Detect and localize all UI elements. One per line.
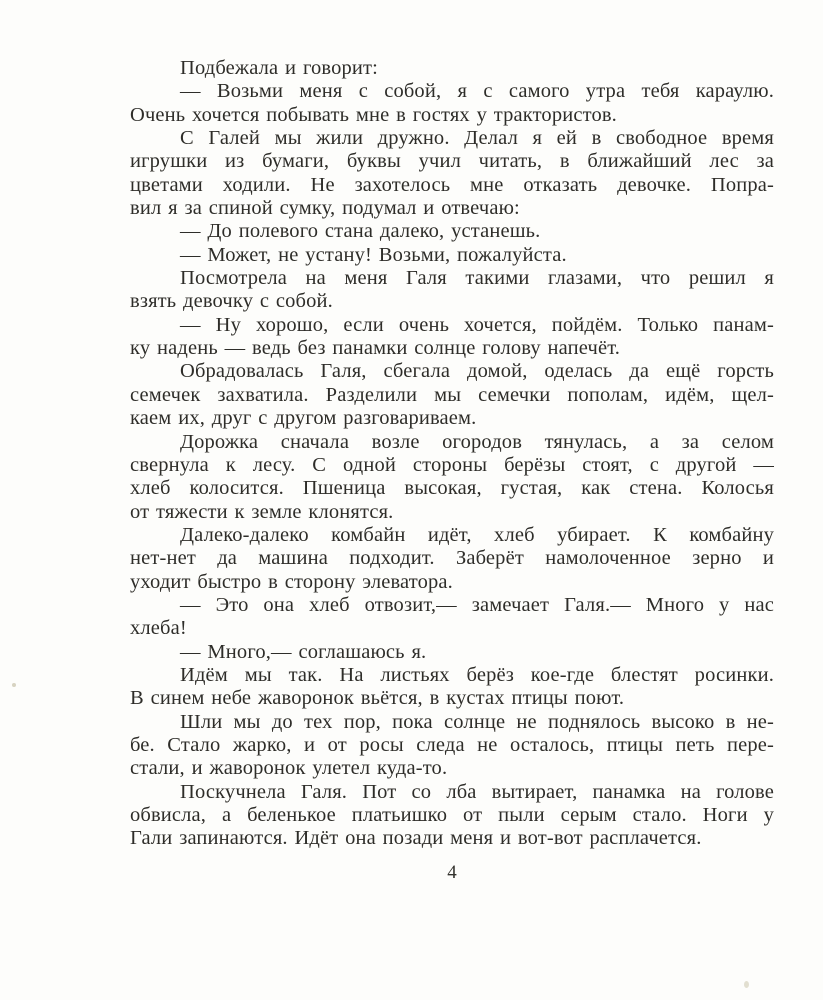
paragraph [130,664,774,711]
page-number: 4 [447,862,457,883]
text-line: Далеко-далеко комбайн идёт, хлеб убирает. К комбайну [180,523,774,546]
text-line: Поскучнела Галя. Пот со лба вытирает, панамка на голове [180,780,774,803]
text-line: — Ну хорошо, если очень хочется, пойдём. Только панам- [180,313,774,336]
text-line: В синем небе жаворонок вьётся, в кустах птицы поют. [130,687,625,710]
paragraph [130,360,774,430]
text-line: Обрадовалась Галя, сбегала домой, оделась да ещё горсть [180,360,774,383]
text-line: от тяжести к земле клонятся. [130,500,394,523]
paragraph [130,431,774,524]
paragraph [130,524,774,594]
paragraph [130,641,774,664]
text-line: каем их, друг с другом разговариваем. [130,407,477,430]
text-line: хлеб колосится. Пшеница высокая, густая, как стена. Колосья [130,477,774,500]
text-line: — Это она хлеб отвозит,— замечает Галя.— Много у нас [180,593,774,616]
text-line: Подбежала и говорит: [180,57,378,79]
paragraph [130,267,774,314]
paragraph [130,594,774,641]
text-line: — Много,— соглашаюсь я. [180,640,427,663]
scan-speck [12,683,16,687]
text-line: нет-нет да машина подходит. Заберёт намолоченное зерно и [130,547,774,570]
text-line: — Может, не устану! Возьми, пожалуйста. [180,243,567,266]
text-line: вил я за спиной сумку, подумал и отвечаю: [130,197,520,220]
paragraph [130,711,774,781]
text-line: Очень хочется побывать мне в гостях у трактористов. [130,103,617,126]
text-line: — До полевого стана далеко, устанешь. [180,220,541,243]
paragraph [130,80,774,127]
text-line: Гали запинаются. Идёт она позади меня и вот-вот расплачется. [130,827,702,850]
text-line: уходит быстро в сторону элеватора. [130,570,453,593]
paragraph [130,127,774,220]
paragraph [130,244,774,267]
text-line: свернула к лесу. С одной стороны берёзы стоят, с другой — [130,453,774,476]
text-line: игрушки из бумаги, буквы учил читать, в ближайший лес за [130,150,774,173]
paragraph [130,220,774,243]
text-line: Шли мы до тех пор, пока солнце не поднялось высоко в не- [180,710,774,733]
text-line: семечек захватила. Разделили мы семечки пополам, идём, щел- [130,383,774,406]
text-line: Дорожка сначала возле огородов тянулась, а за селом [180,430,774,453]
paragraph [130,314,774,361]
text-line: С Галей мы жили дружно. Делал я ей в свободное время [180,127,774,150]
text-block [130,57,774,851]
text-line: взять девочку с собой. [130,290,333,313]
text-line: Идём мы так. На листьях берёз кое-где блестят росинки. [180,663,774,686]
text-line: Посмотрела на меня Галя такими глазами, что решил я [180,267,774,290]
text-line: бе. Стало жарко, и от росы следа не осталось, птицы петь пере- [130,733,774,756]
paragraph [130,57,774,80]
text-line: ку надень — ведь без панамки солнце голову напечёт. [130,337,621,360]
scan-speck [744,981,749,988]
text-line: цветами ходили. Не захотелось мне отказать девочке. Попра- [130,173,774,196]
text-line: хлеба! [130,617,187,640]
text-line: стали, и жаворонок улетел куда-то. [130,757,448,780]
text-line: обвисла, а беленькое платьишко от пыли серым стало. Ноги у [130,804,774,826]
paragraph [130,781,774,851]
text-line: — Возьми меня с собой, я с самого утра тебя караулю. [180,80,774,103]
